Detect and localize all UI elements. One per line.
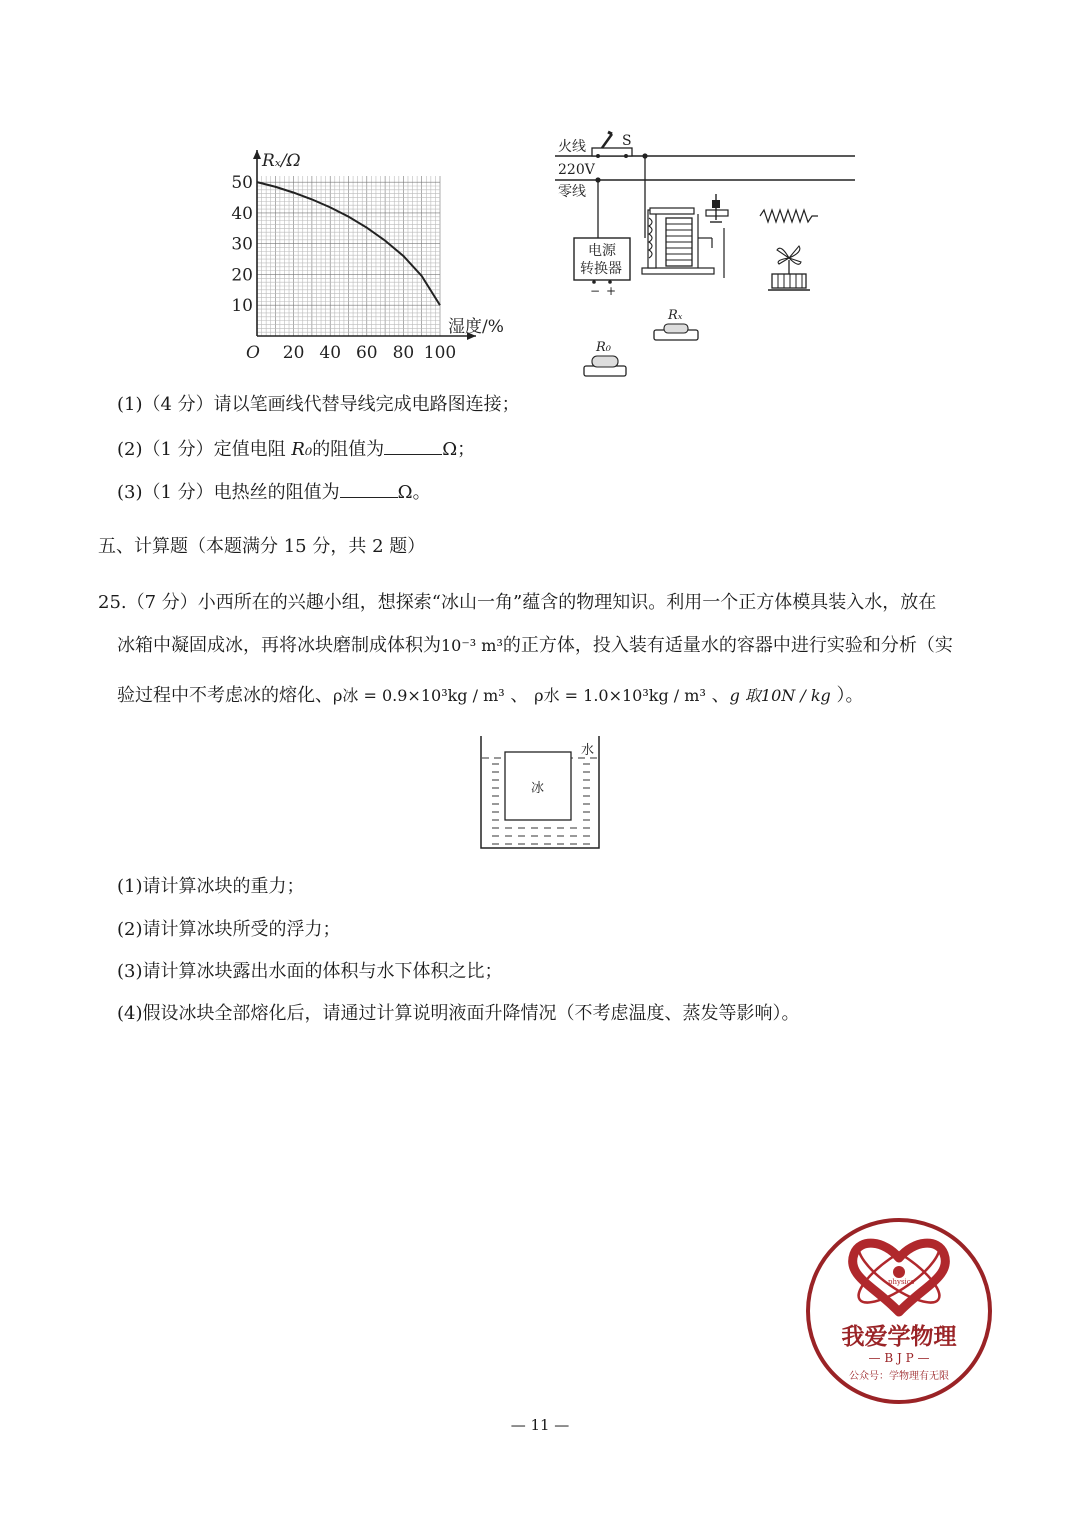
x-tick-label: 20 xyxy=(282,343,305,363)
converter-minus: − xyxy=(590,284,601,298)
y-axis-arrow xyxy=(253,150,261,159)
chart-grid xyxy=(257,176,440,336)
rx-label: Rₓ xyxy=(668,308,683,323)
power-converter xyxy=(574,238,630,298)
q25-line-2-pre: 冰箱中凝固成冰，再将冰块磨制成体积为 xyxy=(117,635,441,656)
x-tick-label: 60 xyxy=(355,343,378,363)
sep-1: 、 xyxy=(504,685,535,706)
answer-blank-r0[interactable] xyxy=(384,436,442,455)
sep-2: 、 xyxy=(705,685,730,706)
circuit-diagram xyxy=(550,118,860,388)
q25-sub-3: (3)请计算冰块露出水面的体积与水下体积之比； xyxy=(117,961,503,982)
voltage-label: 220V xyxy=(558,162,595,178)
y-axis-label: Rₓ/Ω xyxy=(262,151,301,171)
q24-part-2-post: 的阻值为 xyxy=(312,439,385,460)
r0-label: R₀ xyxy=(596,340,611,355)
q25-line-2 xyxy=(117,634,953,658)
seal-title: 我爱学物理 xyxy=(841,1323,957,1350)
y-tick-label: 30 xyxy=(231,234,253,255)
x-axis-label: 湿度/% xyxy=(448,317,504,337)
seal-logo xyxy=(804,1216,994,1406)
q24-part-3-pre: (3)（1 分）电热丝的阻值为 xyxy=(117,482,340,503)
answer-blank-heater[interactable] xyxy=(340,479,398,498)
q25-sub-1: (1)请计算冰块的重力； xyxy=(117,876,305,897)
rho-water: ρ水 = 1.0×10³kg / m³ xyxy=(534,686,706,705)
q24-part-3 xyxy=(117,479,431,505)
rho-ice: ρ冰 = 0.9×10³kg / m³ xyxy=(333,686,505,705)
origin-label: O xyxy=(246,343,260,363)
y-tick-label: 50 xyxy=(231,173,253,194)
live-wire-label: 火线 xyxy=(558,139,586,155)
q24-part-2-pre: (2)（1 分）定值电阻 xyxy=(117,439,292,460)
q25-line-3-end: ）。 xyxy=(830,685,864,706)
y-tick-label: 20 xyxy=(231,265,253,286)
q24-part-2 xyxy=(117,436,475,462)
q25-sub-4: (4)假设冰块全部熔化后，请通过计算说明液面升降情况（不考虑温度、蒸发等影响）。 xyxy=(117,1003,800,1024)
q25-line-3 xyxy=(117,684,864,708)
y-tick-label: 10 xyxy=(231,296,253,317)
q25-sub-2: (2)请计算冰块所受的浮力； xyxy=(117,919,341,940)
ice-label: 冰 xyxy=(531,781,545,796)
humidity-resistance-chart xyxy=(220,140,520,370)
x-tick-label: 80 xyxy=(392,343,415,363)
converter-label-2: 转换器 xyxy=(580,261,622,277)
x-tick-label: 100 xyxy=(423,343,457,363)
relay xyxy=(642,194,728,278)
y-tick-label: 40 xyxy=(231,203,253,224)
q24-part-2-var: R₀ xyxy=(291,439,313,460)
x-tick-label: 40 xyxy=(319,343,342,363)
seal-heart-text: physics xyxy=(888,1278,915,1286)
q24-part-3-unit: Ω。 xyxy=(397,482,431,503)
electric-fan xyxy=(768,246,810,290)
chart-axes xyxy=(253,150,476,340)
neutral-wire-label: 零线 xyxy=(558,184,586,200)
q25-line-1: 25.（7 分）小西所在的兴趣小组，想探索“冰山一角”蕴含的物理知识。利用一个正方体模具装入水，放在 xyxy=(98,592,937,613)
seal-letters: — B J P — xyxy=(868,1351,930,1365)
resistor-rx xyxy=(654,308,698,340)
resistor-r0 xyxy=(584,340,626,376)
section-5-heading: 五、计算题（本题满分 15 分，共 2 题） xyxy=(98,536,426,557)
page-number: — 11 — xyxy=(510,1416,570,1434)
q25-line-2-post: 的正方体，投入装有适量水的容器中进行实验和分析（实 xyxy=(502,635,953,656)
switch-s xyxy=(592,132,632,158)
converter-plus: + xyxy=(606,284,617,298)
converter-label-1: 电源 xyxy=(588,243,616,259)
heating-wire xyxy=(760,210,818,222)
switch-label: S xyxy=(622,133,632,149)
q25-line-3-pre: 验过程中不考虑冰的熔化、 xyxy=(117,685,333,706)
q24-part-2-unit: Ω； xyxy=(442,439,476,460)
q24-part-1: (1)（4 分）请以笔画线代替导线完成电路图连接； xyxy=(117,394,520,415)
ice-in-water-figure xyxy=(478,736,602,852)
seal-caption: 公众号：学物理有无限 xyxy=(849,1371,949,1382)
water-label: 水 xyxy=(581,743,595,758)
g-value: g 取10N / kg xyxy=(729,686,831,705)
q25-volume: 10⁻³ m³ xyxy=(441,636,503,655)
